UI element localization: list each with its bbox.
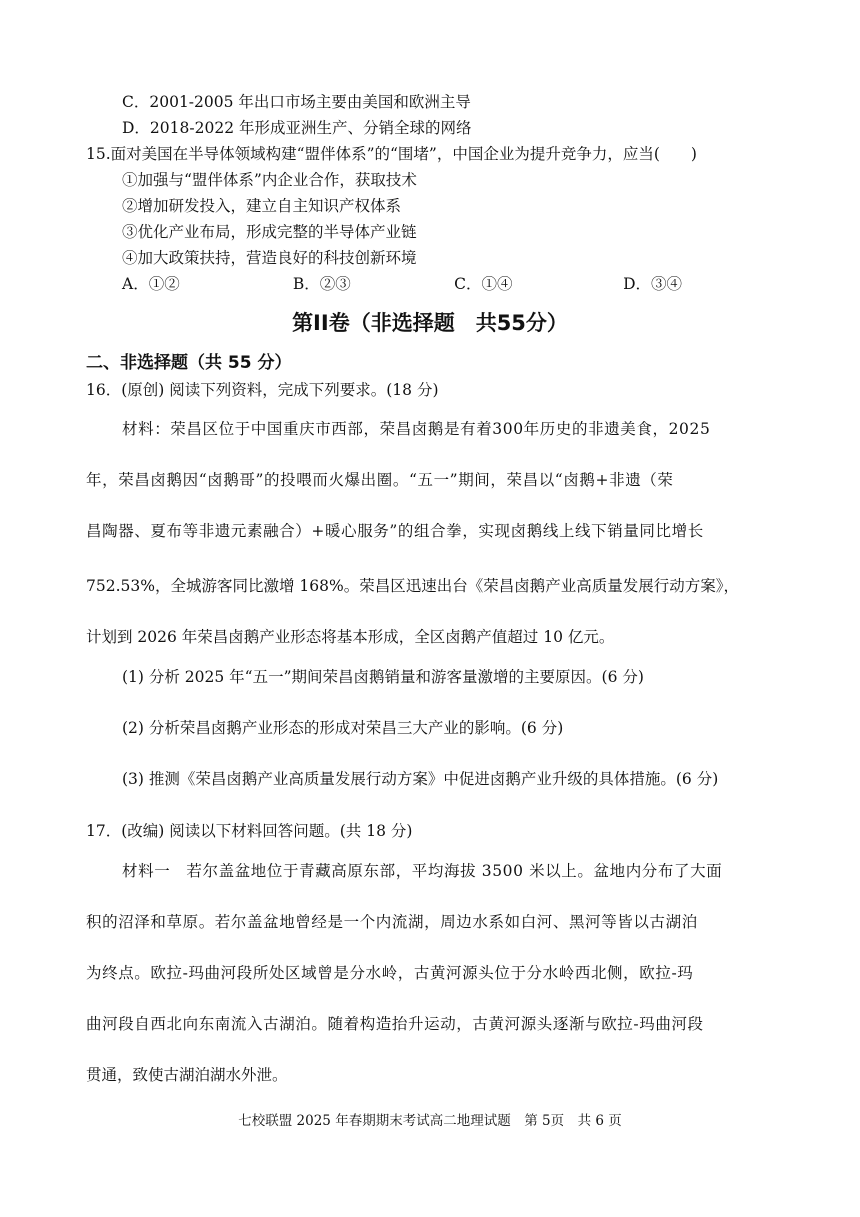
q15-option-a: A．①②: [122, 275, 180, 293]
q15-stem: 15.面对美国在半导体领域构建“盟伴体系”的“围堵”，中国企业为提升竞争力，应当( ): [86, 145, 697, 163]
q16-sub-question-3: (3) 推测《荣昌卤鹅产业高质量发展行动方案》中促进卤鹅产业升级的具体措施。(6 分): [122, 770, 719, 788]
q14-option-c: C．2001-2005 年出口市场主要由美国和欧洲主导: [122, 93, 471, 111]
q15-item-1: ①加强与“盟伴体系”内企业合作，获取技术: [122, 171, 417, 189]
q17-material-line-2: 积的沼泽和草原。若尔盖盆地曾经是一个内流湖，周边水系如白河、黑河等皆以古湖泊: [86, 913, 698, 931]
q16-sub-question-2: (2) 分析荣昌卤鹅产业形态的形成对荣昌三大产业的影响。(6 分): [122, 719, 564, 737]
q15-item-3: ③优化产业布局，形成完整的半导体产业链: [122, 223, 417, 241]
q15-option-c: C．①④: [454, 275, 513, 293]
page-footer: 七校联盟 2025 年春期期末考试高二地理试题 第 5页 共 6 页: [238, 1113, 622, 1129]
q17-material-line-3: 为终点。欧拉-玛曲河段所处区域曾是分水岭，古黄河源头位于分水岭西北侧，欧拉-玛: [86, 964, 694, 982]
q15-option-d: D．③④: [623, 275, 682, 293]
q15-option-b: B．②③: [292, 275, 351, 293]
q16-stem: 16．(原创) 阅读下列资料，完成下列要求。(18 分): [86, 381, 439, 399]
q15-item-4: ④加大政策扶持，营造良好的科技创新环境: [122, 249, 417, 267]
q16-material-line-5: 计划到 2026 年荣昌卤鹅产业形态将基本形成，全区卤鹅产值超过 10 亿元。: [86, 628, 615, 646]
q16-sub-question-1: (1) 分析 2025 年“五一”期间荣昌卤鹅销量和游客量激增的主要原因。(6 分): [122, 668, 644, 686]
q17-material-line-4: 曲河段自西北向东南流入古湖泊。随着构造抬升运动，古黄河源头逐渐与欧拉-玛曲河段: [86, 1015, 704, 1033]
q15-options: [122, 273, 682, 295]
q17-material-line-5: 贯通，致使古湖泊湖水外泄。: [86, 1066, 288, 1084]
q16-material-line-1: 材料：荣昌区位于中国重庆市西部，荣昌卤鹅是有着300年历史的非遗美食，2025: [122, 420, 711, 438]
section-2-title: 二、非选择题（共 55 分）: [86, 353, 292, 373]
q14-option-d: D．2018-2022 年形成亚洲生产、分销全球的网络: [122, 119, 472, 137]
q16-material-line-4: 752.53%，全城游客同比激增 168%。荣昌区迅速出台《荣昌卤鹅产业高质量发展行动方案》，: [86, 577, 739, 595]
q17-material-line-1: 材料一 若尔盖盆地位于青藏高原东部，平均海拔 3500 米以上。盆地内分布了大面: [122, 862, 723, 880]
q16-material-line-3: 昌陶器、夏布等非遗元素融合）+暖心服务”的组合拳，实现卤鹅线上线下销量同比增长: [86, 522, 704, 540]
q17-stem: 17．(改编) 阅读以下材料回答问题。(共 18 分): [86, 822, 413, 840]
volume-2-title: 第II卷（非选择题 共55分）: [292, 311, 568, 335]
q16-material-line-2: 年，荣昌卤鹅因“卤鹅哥”的投喂而火爆出圈。“五一”期间，荣昌以“卤鹅+非遗（荣: [86, 471, 674, 489]
q15-item-2: ②增加研发投入，建立自主知识产权体系: [122, 197, 402, 215]
